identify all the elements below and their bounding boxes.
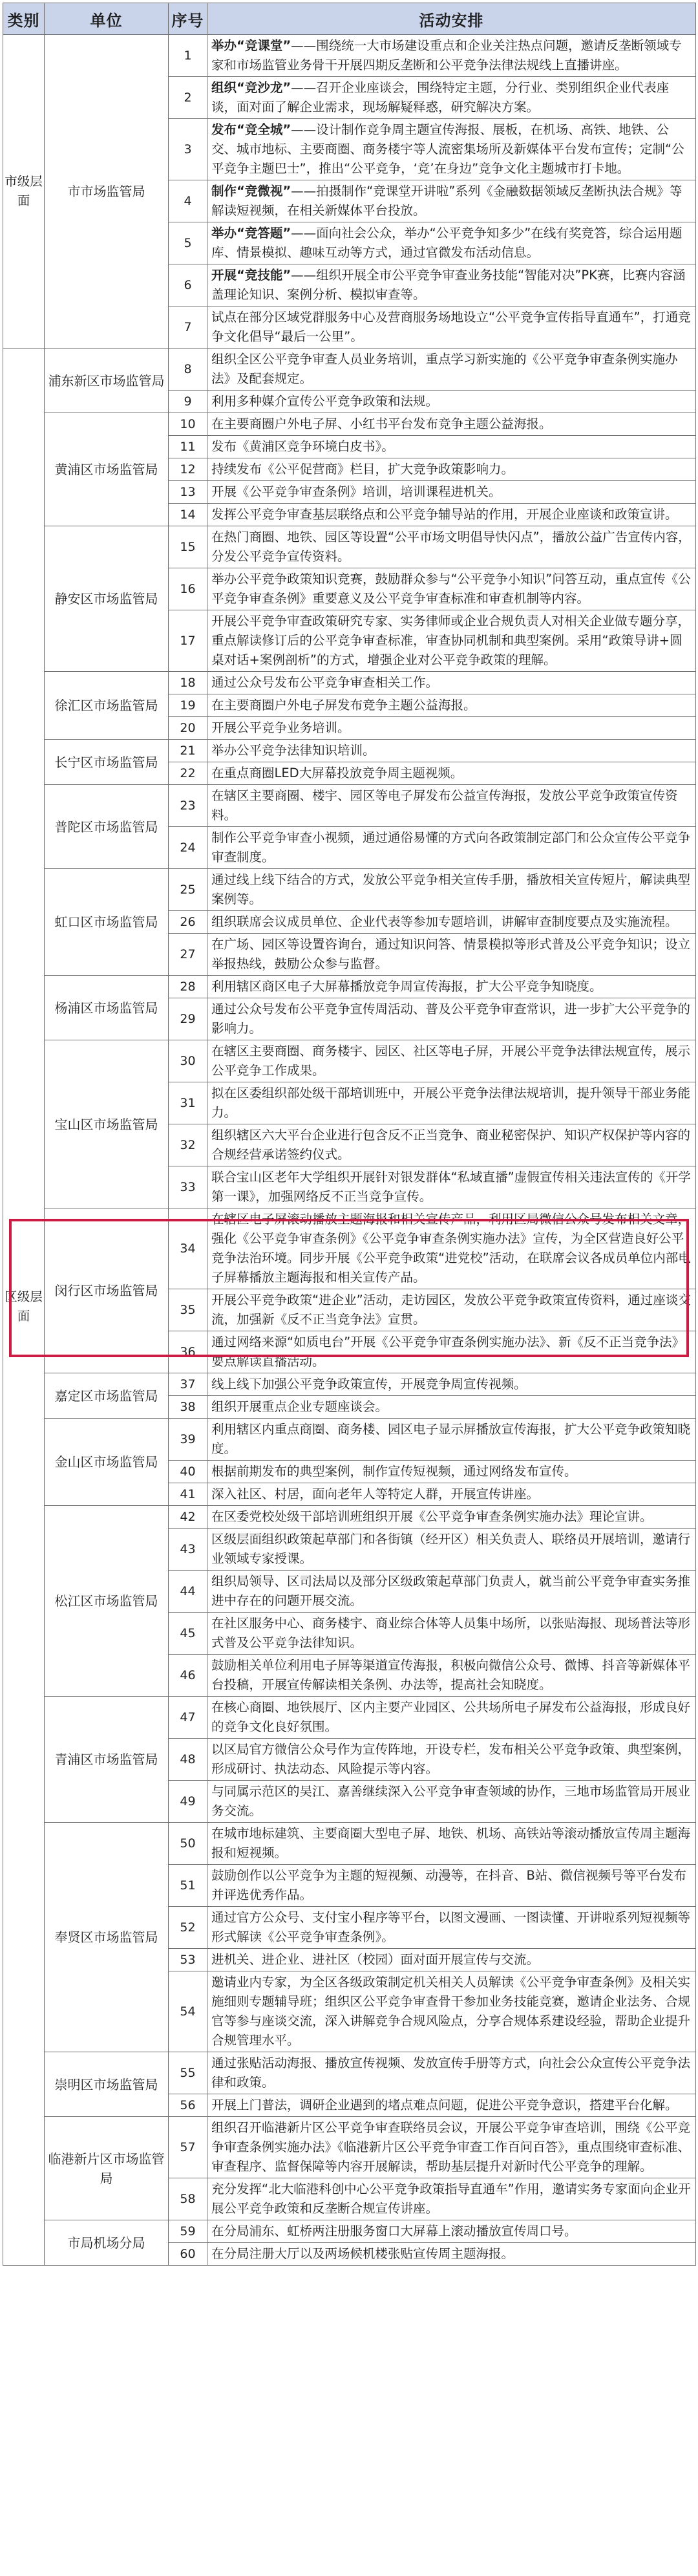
row-number: 55 — [169, 2052, 207, 2094]
row-number: 54 — [169, 1971, 207, 2052]
activity-cell — [207, 2094, 696, 2117]
activity-text: 组织开展重点企业专题座谈会。 — [211, 1399, 388, 1414]
row-number: 28 — [169, 976, 207, 998]
activity-text: 在区委党校处级干部培训班组织开展《公平竞争审查条例实施办法》理论宣讲。 — [211, 1509, 653, 1524]
row-number: 38 — [169, 1396, 207, 1419]
row-number: 44 — [169, 1571, 207, 1613]
unit-cell: 青浦区市场监管局 — [45, 1697, 169, 1823]
activity-text: 通过线上线下结合的方式，发放公平竞争相关宣传手册，播放相关宣传短片，解读典型案例等。 — [211, 872, 691, 907]
row-number: 14 — [169, 504, 207, 526]
activity-text: 组织召开临港新片区公平竞争审查联络员会议，开展公平竞争审查培训，围绕《公平竞争审查条例实施办法》《临港新片区公平竞争审查工作百问百答》，重点围绕审查标准、审查程序、监督保障等内容开展解读，帮助基层提升对新时代公平竞争的理解。 — [211, 2120, 691, 2174]
activity-cell — [207, 911, 696, 934]
activity-text: 区级层面组织政策起草部门和各街镇（经开区）相关负责人、联络员开展培训，邀请行业领域专家授课。 — [211, 1532, 691, 1566]
row-number: 20 — [169, 717, 207, 740]
table-row — [3, 526, 696, 568]
activity-text: 在辖区主要商圈、楼宇、园区等电子屏发布公益宣传海报，发放公平竞争政策宣传资料。 — [211, 788, 678, 822]
activity-text: 利用辖区内重点商圈、商务楼、园区电子显示屏播放宣传海报，扩大公平竞争政策知晓度。 — [211, 1422, 691, 1456]
row-number: 37 — [169, 1373, 207, 1396]
row-number: 23 — [169, 785, 207, 827]
row-number: 60 — [169, 2243, 207, 2266]
activity-heading: 组织“竞沙龙” — [211, 80, 291, 95]
table-row — [3, 740, 696, 762]
activity-text: 开展公平竞争业务培训。 — [211, 720, 350, 735]
row-number: 5 — [169, 222, 207, 264]
activity-cell — [207, 672, 696, 694]
row-number: 16 — [169, 568, 207, 610]
category-cell: 市级层面 — [3, 35, 45, 349]
activity-cell — [207, 717, 696, 740]
activity-cell — [207, 1949, 696, 1971]
activity-text: 制作公平竞争审查小视频，通过通俗易懂的方式向各政策制定部门和公众宣传公平竞争审查制度。 — [211, 830, 691, 864]
row-number: 57 — [169, 2117, 207, 2178]
header-category: 类别 — [3, 3, 45, 35]
activity-cell — [207, 1483, 696, 1506]
unit-cell: 奉贤区市场监管局 — [45, 1823, 169, 2052]
header-num: 序号 — [169, 3, 207, 35]
activity-text: 开展公平竞争审查政策研究专家、实务律师或企业合规负责人对相关企业做专题分享，重点解读修订后的公平竞争审查标准，审查协同机制和典型案例。采用“政策导讲+圆桌对话+案例剖析”的方式，增强企业对公平竞争政策的理解。 — [211, 614, 691, 667]
activity-cell — [207, 1506, 696, 1529]
activity-cell — [207, 934, 696, 976]
unit-cell: 闵行区市场监管局 — [45, 1208, 169, 1373]
activity-text: 通过张贴活动海报、播放宣传视频、发放宣传手册等方式，向社会公众宣传公平竞争法律和政策。 — [211, 2055, 691, 2090]
activity-cell — [207, 264, 696, 306]
activity-cell — [207, 976, 696, 998]
row-number: 7 — [169, 306, 207, 349]
unit-cell: 崇明区市场监管局 — [45, 2052, 169, 2117]
activity-text: 持续发布《公平促营商》栏目，扩大竞争政策影响力。 — [211, 462, 514, 477]
activity-text: ——召开企业座谈会，围绕特定主题，分行业、类别组织企业代表座谈，面对面了解企业需求，现场解疑释惑，研究解决方案。 — [211, 80, 670, 114]
activity-text: 发挥公平竞争审查基层联络点和公平竞争辅导站的作用，开展企业座谈和政策宣讲。 — [211, 507, 678, 522]
unit-cell: 市局机场分局 — [45, 2220, 169, 2266]
table-row — [3, 1040, 696, 1082]
header-activity: 活动安排 — [207, 3, 696, 35]
activity-cell — [207, 35, 696, 77]
unit-cell: 宝山区市场监管局 — [45, 1040, 169, 1208]
activity-text: 利用辖区商区电子大屏幕播放竞争周宣传海报，扩大公平竞争知晓度。 — [211, 979, 602, 994]
row-number: 45 — [169, 1613, 207, 1655]
activity-text: 举办公平竞争法律知识培训。 — [211, 743, 375, 758]
row-number: 39 — [169, 1419, 207, 1461]
activity-text: ——面向社会公众，举办“公平竞争知多少”在线有奖竞答，综合运用题库、情景模拟、趣味互动等方式，通过官微发布活动信息。 — [211, 226, 682, 260]
activity-cell — [207, 1082, 696, 1124]
unit-cell: 浦东新区市场监管局 — [45, 349, 169, 413]
activity-cell — [207, 1166, 696, 1208]
activity-text: ——组织开展全市公平竞争审查业务技能“智能对决”PK赛，比赛内容涵盖理论知识、案例分析、模拟审查等。 — [211, 268, 686, 302]
row-number: 42 — [169, 1506, 207, 1529]
activity-cell — [207, 222, 696, 264]
row-number: 11 — [169, 436, 207, 458]
activity-text: 在主要商圈户外电子屏发布竞争主题公益海报。 — [211, 698, 476, 713]
row-number: 25 — [169, 869, 207, 911]
table-row — [3, 672, 696, 694]
activity-cell — [207, 998, 696, 1040]
activity-text: 组织局领导、区司法局以及部分区级政策起草部门负责人，就当前公平竞争审查实务推进中存在的问题开展交流。 — [211, 1574, 691, 1608]
row-number: 48 — [169, 1739, 207, 1781]
activity-cell — [207, 1289, 696, 1331]
row-number: 17 — [169, 610, 207, 672]
row-number: 53 — [169, 1949, 207, 1971]
activity-cell — [207, 1461, 696, 1483]
row-number: 22 — [169, 762, 207, 785]
activity-cell — [207, 2117, 696, 2178]
table-row — [3, 349, 696, 391]
header-unit: 单位 — [45, 3, 169, 35]
activity-text: 通过公众号发布公平竞争宣传周活动、普及公平竞争审查常识，进一步扩大公平竞争的影响力。 — [211, 1002, 691, 1036]
row-number: 58 — [169, 2178, 207, 2220]
row-number: 2 — [169, 77, 207, 119]
activity-cell — [207, 1697, 696, 1739]
activity-cell — [207, 827, 696, 869]
activity-text: 在辖区电子屏滚动播放主题海报和相关宣传产品，利用区局微信公众号发布相关文章，强化《公平竞争审查条例》《公平竞争审查条例实施办法》宣传，为全区营造良好公平竞争法治环境。同步开展《公平竞争政策“进党校”活动，在联席会议各成员单位内部电子屏幕播放主题海报和相关宣传产品。 — [211, 1212, 691, 1285]
table-row — [3, 1823, 696, 1865]
activity-cell — [207, 2178, 696, 2220]
table-body — [3, 35, 696, 2266]
activity-text: 在社区服务中心、商务楼宇、商业综合体等人员集中场所，以张贴海报、现场普法等形式普及公平竞争法律知识。 — [211, 1616, 691, 1650]
row-number: 49 — [169, 1781, 207, 1823]
activity-cell — [207, 1613, 696, 1655]
activity-text: 联合宝山区老年大学组织开展针对银发群体“私域直播”虚假宣传相关违法宣传的《开学第一课》，加强网络反不正当竞争宣传。 — [211, 1170, 691, 1204]
table-row — [3, 2220, 696, 2243]
activity-text: 在分局浦东、虹桥两注册服务窗口大屏幕上滚动播放宣传周口号。 — [211, 2224, 577, 2238]
row-number: 51 — [169, 1865, 207, 1907]
row-number: 41 — [169, 1483, 207, 1506]
row-number: 56 — [169, 2094, 207, 2117]
unit-cell: 虹口区市场监管局 — [45, 869, 169, 976]
table-row — [3, 869, 696, 911]
activity-cell — [207, 1823, 696, 1865]
activity-cell — [207, 436, 696, 458]
category-cell: 区级层面 — [3, 349, 45, 2266]
activity-text: 在核心商圈、地铁展厅、区内主要产业园区、公共场所电子屏发布公益海报，形成良好的竞争文化良好氛围。 — [211, 1700, 691, 1734]
activity-cell — [207, 740, 696, 762]
unit-cell: 临港新片区市场监管局 — [45, 2117, 169, 2220]
table-row — [3, 2117, 696, 2178]
row-number: 29 — [169, 998, 207, 1040]
row-number: 30 — [169, 1040, 207, 1082]
activity-cell — [207, 349, 696, 391]
activity-cell — [207, 1739, 696, 1781]
activity-text: 在主要商圈户外电子屏、小红书平台发布竞争主题公益海报。 — [211, 416, 552, 431]
row-number: 12 — [169, 458, 207, 481]
activity-text: 在重点商圈LED大屏幕投放竞争周主题视频。 — [211, 766, 463, 780]
activity-cell — [207, 2052, 696, 2094]
activity-text: ——拍摄制作“竞课堂开讲啦”系列《金融数据领域反垄断执法合规》等解读短视频，在相关新媒体平台投放。 — [211, 184, 682, 218]
row-number: 21 — [169, 740, 207, 762]
activity-cell — [207, 180, 696, 222]
row-number: 34 — [169, 1208, 207, 1289]
activity-cell — [207, 1529, 696, 1571]
activity-cell — [207, 1655, 696, 1697]
page — [0, 3, 698, 2266]
row-number: 33 — [169, 1166, 207, 1208]
row-number: 9 — [169, 391, 207, 413]
activity-cell — [207, 869, 696, 911]
activity-cell — [207, 1040, 696, 1082]
row-number: 26 — [169, 911, 207, 934]
activity-cell — [207, 77, 696, 119]
activity-text: 深入社区、村居，面向老年人等特定人群，开展宣传讲座。 — [211, 1487, 540, 1501]
table-row — [3, 35, 696, 77]
activity-cell — [207, 1208, 696, 1289]
activity-heading: 开展“竞技能” — [211, 268, 291, 283]
unit-cell: 普陀区市场监管局 — [45, 785, 169, 869]
activity-text: 充分发挥“北大临港科创中心公平竞争政策指导直通车”作用，邀请实务专家面向企业开展公平竞争政策和反垄断合规宣传讲座。 — [211, 2182, 691, 2216]
row-number: 8 — [169, 349, 207, 391]
row-number: 31 — [169, 1082, 207, 1124]
activity-cell — [207, 610, 696, 672]
row-number: 52 — [169, 1907, 207, 1949]
activity-text: 在热门商圈、地铁、园区等设置“公平市场文明倡导快闪点”，播放公益广告宣传内容，分发公平竞争宣传资料。 — [211, 530, 691, 564]
activity-cell — [207, 1907, 696, 1949]
activity-text: 拟在区委组织部处级干部培训班中，开展公平竞争法律法规培训，提升领导干部业务能力。 — [211, 1086, 691, 1120]
row-number: 46 — [169, 1655, 207, 1697]
activity-cell — [207, 1781, 696, 1823]
activity-heading: 举办“竞课堂” — [211, 38, 291, 53]
table-row — [3, 1208, 696, 1289]
activity-cell — [207, 1331, 696, 1373]
activity-text: ——围绕统一大市场建设重点和企业关注热点问题，邀请反垄断领域专家和市场监管业务骨干开展四期反垄断和公平竞争法律法规线上直播讲座。 — [211, 38, 682, 72]
activity-text: 在城市地标建筑、主要商圈大型电子屏、地铁、机场、高铁站等滚动播放宣传周主题海报和短视频。 — [211, 1826, 691, 1860]
activity-text: 在辖区主要商圈、商务楼宇、园区、社区等电子屏，开展公平竞争法律法规宣传，展示公平竞争工作成果。 — [211, 1044, 691, 1078]
activity-text: 在广场、园区等设置咨询台，通过知识问答、情景模拟等形式普及公平竞争知识；设立举报热线，鼓励公众参与监督。 — [211, 937, 691, 971]
activity-text: 与同属示范区的吴江、嘉善继续深入公平竞争审查领域的协作，三地市场监管局开展业务交流。 — [211, 1784, 691, 1818]
activity-heading: 制作“竞微视” — [211, 184, 291, 199]
unit-cell: 黄浦区市场监管局 — [45, 413, 169, 526]
unit-cell: 杨浦区市场监管局 — [45, 976, 169, 1040]
activity-text: 进机关、进企业、进社区（校园）面对面开展宣传与交流。 — [211, 1952, 540, 1967]
activity-text: 举办公平竞争政策知识竞赛，鼓励群众参与“公平竞争小知识”问答互动，重点宣传《公平竞争审查条例》重要意义及公平竞争审查标准和审查机制等内容。 — [211, 572, 691, 606]
row-number: 43 — [169, 1529, 207, 1571]
activity-text: 通过公众号发布公平竞争审查相关工作。 — [211, 675, 439, 690]
activity-cell — [207, 526, 696, 568]
activity-text: 开展《公平竞争审查条例》培训，培训课程进机关。 — [211, 484, 502, 499]
table-row — [3, 1373, 696, 1396]
activity-text: 发布《黄浦区竞争环境白皮书》。 — [211, 439, 394, 454]
row-number: 47 — [169, 1697, 207, 1739]
unit-cell: 松江区市场监管局 — [45, 1506, 169, 1697]
activity-text: 通过网络来源“如质电台”开展《公平竞争审查条例实施办法》、新《反不正当竞争法》要点解读直播活动。 — [211, 1335, 684, 1369]
row-number: 50 — [169, 1823, 207, 1865]
row-number: 18 — [169, 672, 207, 694]
activity-text: 以区局官方微信公众号作为宣传阵地，开设专栏，发布相关公平竞争政策、典型案例，形成研讨、执法动态、风险提示等内容。 — [211, 1742, 691, 1776]
row-number: 10 — [169, 413, 207, 436]
activity-cell — [207, 458, 696, 481]
activity-cell — [207, 762, 696, 785]
activity-text: 组织联席会议成员单位、企业代表等参加专题培训，讲解审查制度要点及实施流程。 — [211, 914, 678, 929]
unit-cell: 嘉定区市场监管局 — [45, 1373, 169, 1419]
activity-cell — [207, 568, 696, 610]
activity-cell — [207, 1571, 696, 1613]
activity-cell — [207, 1396, 696, 1419]
activity-text: 试点在部分区域党群服务中心及营商服务场地设立“公平竞争宣传指导直通车”，打通竞争文化倡导“最后一公里”。 — [211, 310, 691, 344]
row-number: 27 — [169, 934, 207, 976]
activity-text: 利用多种媒介宣传公平竞争政策和法规。 — [211, 394, 439, 409]
activity-text: 开展上门普法，调研企业遇到的堵点难点问题，促进公平竞争意识，搭建平台化解。 — [211, 2098, 678, 2112]
activity-text: ——设计制作竞争周主题宣传海报、展板，在机场、高铁、地铁、公交、城市地标、主要商圈、商务楼宇等人流密集场所及新媒体平台发布宣传；定制“公平竞争主题巴士”，推出“公平竞争，‘竞’在身边”竞争文化主题城市打卡地。 — [211, 122, 684, 176]
activity-text: 邀请业内专家，为全区各级政策制定机关相关人员解读《公平竞争审查条例》及相关实施细则专题辅导班；组织区公平竞争审查骨干参加业务技能竞赛，邀请企业法务、合规官等参与座谈交流，深入讲解竞争合规风险点，分享合规体系建设经验，帮助企业提升合规管理水平。 — [211, 1975, 691, 2048]
activity-text: 组织辖区六大平台企业进行包含反不正当竞争、商业秘密保护、知识产权保护等内容的合规经营承诺签约仪式。 — [211, 1128, 691, 1162]
row-number: 13 — [169, 481, 207, 504]
activity-cell — [207, 1419, 696, 1461]
activity-cell — [207, 1124, 696, 1166]
row-number: 36 — [169, 1331, 207, 1373]
activity-heading: 举办“竞答题” — [211, 226, 291, 241]
activity-cell — [207, 504, 696, 526]
activity-text: 开展公平竞争政策“进企业”活动，走访园区，发放公平竞争政策宣传资料，通过座谈交流，加强新《反不正当竞争法》宣贯。 — [211, 1293, 691, 1327]
activity-cell — [207, 119, 696, 180]
activity-heading: 发布“竞全城” — [211, 122, 291, 137]
activity-cell — [207, 306, 696, 349]
unit-cell: 静安区市场监管局 — [45, 526, 169, 672]
activity-cell — [207, 481, 696, 504]
activity-cell — [207, 391, 696, 413]
activity-text: 鼓励创作以公平竞争为主题的短视频、动漫等，在抖音、B站、微信视频号等平台发布并评选优秀作品。 — [211, 1868, 686, 1902]
activity-cell — [207, 694, 696, 717]
row-number: 19 — [169, 694, 207, 717]
table-header-row — [3, 3, 696, 35]
table-row — [3, 2052, 696, 2094]
unit-cell: 金山区市场监管局 — [45, 1419, 169, 1506]
activity-text: 在分局注册大厅以及两场候机楼张贴宣传周主题海报。 — [211, 2246, 514, 2261]
row-number: 59 — [169, 2220, 207, 2243]
row-number: 6 — [169, 264, 207, 306]
activity-cell — [207, 1971, 696, 2052]
row-number: 40 — [169, 1461, 207, 1483]
activity-table — [3, 3, 696, 2266]
activity-text: 组织全区公平竞争审查人员业务培训，重点学习新实施的《公平竞争审查条例实施办法》及配套规定。 — [211, 352, 678, 386]
row-number: 24 — [169, 827, 207, 869]
activity-text: 根据前期发布的典型案例，制作宣传短视频，通过网络发布宣传。 — [211, 1464, 577, 1479]
row-number: 35 — [169, 1289, 207, 1331]
row-number: 4 — [169, 180, 207, 222]
activity-cell — [207, 413, 696, 436]
unit-cell: 长宁区市场监管局 — [45, 740, 169, 785]
row-number: 32 — [169, 1124, 207, 1166]
table-row — [3, 1506, 696, 1529]
activity-text: 线上线下加强公平竞争政策宣传，开展竞争周宣传视频。 — [211, 1377, 527, 1391]
activity-cell — [207, 1865, 696, 1907]
row-number: 15 — [169, 526, 207, 568]
activity-cell — [207, 1373, 696, 1396]
unit-cell: 市市场监管局 — [45, 35, 169, 349]
table-row — [3, 413, 696, 436]
activity-cell — [207, 785, 696, 827]
table-row — [3, 1697, 696, 1739]
unit-cell: 徐汇区市场监管局 — [45, 672, 169, 740]
activity-cell — [207, 2220, 696, 2243]
activity-cell — [207, 2243, 696, 2266]
activity-text: 鼓励相关单位利用电子屏等渠道宣传海报，积极向微信公众号、微博、抖音等新媒体平台投稿，开展宣传解读相关条例、办法等，提高社会知晓度。 — [211, 1658, 691, 1692]
table-row — [3, 976, 696, 998]
activity-text: 通过官方公众号、支付宝小程序等平台，以图文漫画、一图读懂、开讲啦系列短视频等形式解读《公平竞争审查条例》。 — [211, 1910, 691, 1944]
table-row — [3, 785, 696, 827]
table-row — [3, 1419, 696, 1461]
row-number: 1 — [169, 35, 207, 77]
row-number: 3 — [169, 119, 207, 180]
